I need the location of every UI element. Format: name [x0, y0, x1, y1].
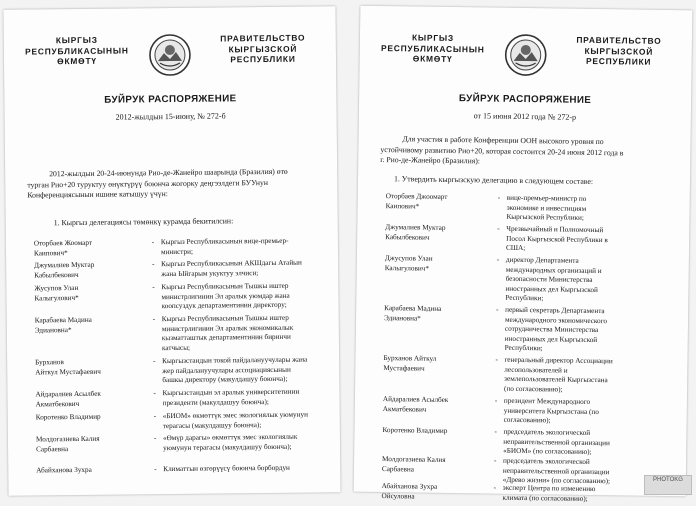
delegate-row: Молдогазиева Калия Сарбаевна - председатель экологической неправительственной организации «Древо жизни» (по согласованию);: [382, 455, 682, 459]
delegate-row: Бурханов Айткул Мустафаевич - Кыргызстандын токой пайдалануучулары жана жер пайдалануучулары ассоциациясынын башкы директору (макулдашуу боюнча);: [35, 355, 335, 358]
header-line: РЕСПУБЛИКИ: [230, 53, 296, 65]
header-left-block: [18, 34, 136, 67]
delegate-role: Кыргызстандын эл аралык университетинин президенти (макулдашуу боюнча);: [162, 387, 300, 407]
delegate-role: первый секретарь Департамента международного экономического сотрудничества Министерства иностранных дел Кыргызской Республики;: [504, 305, 608, 353]
delegate-row: Джумалиев Муктар Кабылбекович - Чрезвычайный и Полномочный Посол Кыргызской Республики в США;: [385, 223, 685, 227]
delegate-name: Абайханова Зухра Ойсуловна: [381, 482, 438, 501]
delegate-row: Айдаралиев Асылбек Акматбекович - президент Международного университета Кыргызстана (по согласованию);: [383, 395, 683, 399]
delegate-role: вице-премьер-министр по экономике и инвестициям Кыргызской Республики;: [506, 193, 587, 223]
intro-line: устойчивому развитию Рио+20, которая состоится 20-24 июня 2012 года в: [380, 144, 624, 158]
delegate-name: Коротенко Владимир: [35, 412, 101, 422]
delegate-role: Кыргыз Республикасынын вице-премьер- министри;: [160, 236, 289, 256]
delegate-row: Жусупов Улан Калыгулович* - Кыргыз Республикасынын Тышкы иштер министрлигинин Эл аралык уюмдар жана коопсуздук департаментинин директору;: [34, 281, 334, 284]
header-line: ӨКМӨТҮ: [57, 55, 97, 67]
delegate-name: Айдаралиев Асылбек Акматбекович: [382, 395, 449, 414]
delegate-name: Джусупов Улан Калыгулович*: [384, 254, 433, 273]
page-header: [3, 6, 336, 73]
header-right-block: [560, 34, 678, 67]
delegate-row: Абайханова Зухра - Климаттын өзгөрүүсү боюнча борбордун: [36, 463, 336, 466]
kyrgyz-document-page: [3, 6, 340, 495]
document-title: БУЙРУК РАСПОРЯЖЕНИЕ: [458, 93, 592, 106]
intro-paragraph: [380, 134, 678, 170]
delegate-name: Карабаева Мадина Эдиановна*: [383, 304, 442, 323]
intro-line: Для участия в работе Конференции ООН высокого уровня по: [402, 134, 604, 147]
header-line: ӨКМӨТҮ: [412, 53, 453, 64]
intro-paragraph: [27, 166, 325, 201]
delegate-name: Коротенко Владимир: [382, 426, 448, 435]
header-line: ПРАВИТЕЛЬСТВО: [220, 32, 306, 44]
delegate-role: генеральный директор Ассоциации лесопользователей и землепользователей Кыргызстана (по согласованию);: [504, 355, 613, 394]
page-header: [360, 6, 693, 75]
delegate-row: Айдаралиев Асылбек Акматбекович - Кыргызстандын эл аралык университетинин президенти (макулдашуу боюнча);: [35, 387, 335, 390]
delegate-name: Бурханов Айткул Мустафаевич: [383, 354, 437, 373]
photo-watermark: PHOTOKG: [644, 475, 692, 495]
delegate-row: Оторбаев Джоомарт Каипович* - вице-премьер-министр по экономике и инвестициям Кыргызской Республики;: [386, 192, 686, 196]
delegate-row: Джусупов Улан Калыгулович* - директор Департамента международных организаций и безопасности Министерства иностранных дел Кыргызской Республики;: [385, 254, 685, 258]
header-line: ПРАВИТЕЛЬСТВО: [576, 34, 662, 46]
header-line: КЫРГЫЗСКОЙ: [584, 45, 654, 57]
header-line: КЫРГЫЗСКОЙ: [228, 43, 298, 54]
delegate-role: Кыргызстандын токой пайдалануучулары жана жер пайдалануучулары ассоциациясынын башкы директору (макулдашуу боюнча);: [162, 355, 308, 385]
delegate-role: Кыргыз Республикасынын АКШдагы Атайын жана Ыйгарым укуктуу элчиси;: [161, 258, 302, 278]
delegate-role: председатель экологической неправительственной организации «БИОМ» (по согласованию);: [503, 427, 610, 457]
header-line: РЕСПУБЛИКИ: [585, 55, 652, 67]
header-left-block: [374, 32, 492, 65]
header-line: КЫРГЫЗ: [411, 32, 454, 44]
delegate-row: Карабаева Мадина Эдиановна* - первый секретарь Департамента международного экономического сотрудничества Министерства иностранных дел Кыргызской Республики;: [384, 304, 684, 308]
delegate-name: Жусупов Улан Калыгулович*: [34, 283, 79, 303]
document-title: БУЙРУК РАСПОРЯЖЕНИЕ: [104, 93, 237, 106]
delegate-name: Абайханова Зухра: [36, 465, 92, 475]
delegate-name: Оторбаев Жоомарт Каипович*: [33, 238, 93, 258]
delegate-row: Карабаева Мадина Эдиановна* - Кыргыз Республикасынын Тышкы иштер министрлигинин Эл аралык экономикалык кызматташтык департаментинин биринчи катчысы;: [35, 313, 335, 316]
state-emblem-icon: [148, 33, 192, 77]
delegate-role: «Өмүр дарагы» өкмөттүк эмес экологиялык уюмунун терагасы (макулдашуу боюнча);: [162, 432, 298, 452]
delegate-role: «БИОМ» өкмөттүк эмес экологиялык уюмунун терагасы (макулдашуу боюнча);: [162, 410, 308, 430]
russian-document-page: [354, 6, 693, 503]
delegate-name: Джумалиев Муктар Кабылбекович: [34, 260, 95, 280]
header-line: РЕСПУБЛИКАСЫНЫН: [25, 44, 129, 57]
delegate-row: Оторбаев Жоомарт Каипович* - Кыргыз Республикасынын вице-премьер- министри;: [34, 236, 334, 239]
intro-line: г. Рио-де-Жанейро (Бразилия):: [380, 155, 481, 166]
delegate-name: Айдаралиев Асылбек Акматбекович: [35, 389, 101, 409]
delegate-name: Бурханов Айткул Мустафаевич: [35, 358, 101, 377]
intro-line: Конференциясынын ишине катышуу үчүн:: [27, 189, 168, 200]
intro-line: турган Рио+20 туруктуу өнүктүрүү боюнча жогорку деңгээлдеги БУУнун: [27, 177, 268, 190]
delegate-role: Чрезвычайный и Полномочный Посол Кыргызской Республики в США;: [505, 224, 608, 253]
state-emblem-icon: [503, 33, 548, 78]
delegate-row: Джумалиев Муктар Кабылбекович - Кыргыз Республикасынын АКШдагы Атайын жана Ыйгарым укуктуу элчиси;: [34, 258, 334, 261]
delegate-role: Кыргыз Республикасынын Тышкы иштер министрлигинин Эл аралык экономикалык кызматташтык департаментинин биринчи катчысы;: [161, 313, 294, 352]
header-line: РЕСПУБЛИКАСЫНЫН: [380, 42, 485, 54]
delegate-row: Коротенко Владимир - «БИОМ» өкмөттүк эмес экологиялык уюмунун терагасы (макулдашуу боюнча);: [36, 410, 336, 413]
document-date: от 15 июня 2012 года № 272-р: [473, 111, 577, 122]
delegate-name: Молдогазиева Калия Сарбаевна: [35, 434, 100, 454]
delegate-role: Климаттын өзгөрүүсү боюнча борбордун: [163, 463, 290, 474]
delegate-role: президент Международного университета Кыргызстана (по согласованию);: [503, 396, 599, 425]
delegate-role: председатель экологической неправительственной организации «Древо жизни» (по согласованию);: [502, 456, 611, 486]
item-one-heading: 1. Утвердить кыргызскую делегацию в следующем составе:: [393, 174, 594, 186]
delegate-name: Джумалиев Муктар Кабылбекович: [385, 223, 446, 242]
intro-line: 2012-жылдын 20-24-июнунда Рио-де-Жанейро шаарында (Бразилия) өтө: [49, 166, 288, 179]
delegate-row: Абайханова Зухра Ойсуловна - эксперт Центра по изменению климата (по согласованию);: [382, 482, 682, 486]
delegate-row: Бурханов Айткул Мустафаевич - генеральный директор Ассоциации лесопользователей и землепользователей Кыргызстана (по согласованию);: [384, 354, 684, 358]
delegate-role: эксперт Центра по изменению климата (по согласованию);: [502, 483, 596, 503]
delegate-role: директор Департамента международных организаций и безопасности Министерства иностранных дел Кыргызской Республики;: [505, 255, 602, 303]
delegate-name: Карабаева Мадина Эдиановна*: [34, 315, 92, 335]
item-one-heading: 1. Кыргыз делегациясы төмөнкү курамда бекитилсин:: [53, 216, 234, 228]
delegate-name: Молдогазиева Калия Сарбаевна: [381, 455, 446, 474]
delegate-row: Молдогазиева Калия Сарбаевна - «Өмүр дарагы» өкмөттүк эмес экологиялык уюмунун терагасы (макулдашуу боюнча);: [36, 432, 336, 435]
header-line: КЫРГЫЗ: [55, 34, 98, 46]
delegate-role: Кыргыз Республикасынын Тышкы иштер министрлигинин Эл аралык уюмдар жана коопсуздук департаментинин директору;: [161, 281, 290, 311]
document-date: 2012-жылдын 15-июну, № 272-б: [115, 111, 226, 122]
header-right-block: [204, 32, 322, 65]
delegate-name: Оторбаев Джоомарт Каипович*: [385, 192, 448, 211]
delegate-row: Коротенко Владимир - председатель экологической неправительственной организации «БИОМ» (по согласованию);: [383, 426, 683, 430]
